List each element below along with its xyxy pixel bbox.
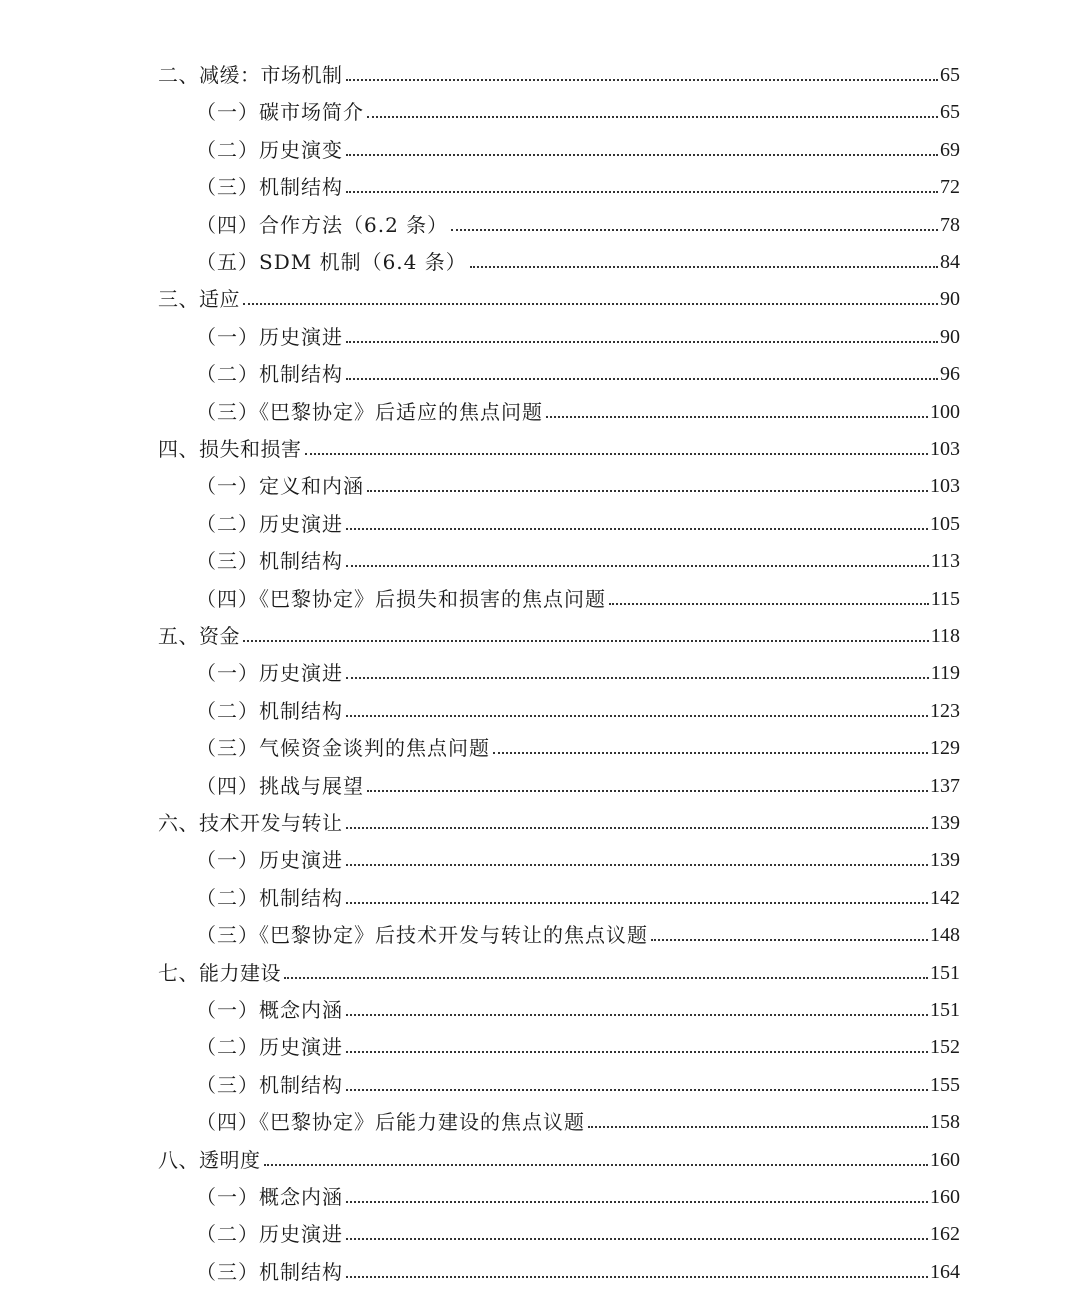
toc-page-number: 90: [940, 325, 960, 348]
toc-dot-leader: [470, 266, 938, 268]
toc-entry-title: （四）《巴黎协定》后损失和损害的焦点问题: [196, 586, 606, 611]
toc-dot-leader: [346, 827, 929, 829]
toc-page-number: 160: [930, 1186, 960, 1208]
toc-subsection-entry: [196, 1067, 960, 1097]
toc-subsection-entry: [196, 207, 960, 237]
toc-page-number: 152: [930, 1036, 960, 1059]
toc-section-entry: [158, 431, 960, 461]
toc-dot-leader: [264, 1164, 929, 1166]
toc-dot-leader: [588, 1126, 928, 1128]
toc-entry-title: （三）机制结构: [196, 549, 343, 574]
toc-subsection-entry: [196, 1216, 960, 1246]
toc-dot-leader: [346, 341, 938, 343]
toc-entry-title: （四）《巴黎协定》后能力建设的焦点议题: [196, 1110, 585, 1135]
toc-page-number: 78: [940, 213, 960, 236]
toc-entry-title: （二）机制结构: [196, 362, 343, 387]
toc-entry-title: 八、透明度: [158, 1147, 261, 1172]
toc-dot-leader: [346, 677, 929, 679]
toc-page-number: 137: [930, 774, 960, 797]
toc-entry-title: 三、适应: [158, 287, 240, 312]
toc-subsection-entry: [196, 394, 960, 424]
toc-page-number: 164: [930, 1260, 960, 1283]
toc-dot-leader: [493, 752, 928, 754]
toc-page-number: 69: [940, 138, 960, 161]
toc-page-number: 160: [930, 1148, 960, 1171]
toc-dot-leader: [367, 790, 928, 792]
toc-subsection-entry: [196, 468, 960, 498]
toc-section-entry: [158, 1142, 960, 1172]
toc-page-number: 158: [930, 1111, 960, 1134]
toc-dot-leader: [346, 715, 928, 717]
toc-subsection-entry: [196, 132, 960, 162]
toc-page-number: 65: [940, 101, 960, 124]
toc-page-number: 65: [940, 64, 960, 86]
toc-entry-title: （一）历史演进: [196, 848, 343, 873]
toc-subsection-entry: [196, 917, 960, 947]
toc-page-number: 84: [940, 251, 960, 273]
toc-dot-leader: [346, 378, 938, 380]
toc-dot-leader: [346, 902, 928, 904]
toc-subsection-entry: [196, 94, 960, 124]
toc-dot-leader: [346, 1051, 928, 1053]
toc-dot-leader: [243, 303, 938, 305]
toc-dot-leader: [451, 229, 938, 231]
toc-subsection-entry: [196, 880, 960, 910]
toc-dot-leader: [284, 977, 928, 979]
toc-entry-title: （五）SDM 机制（6.4 条）: [196, 250, 467, 274]
toc-entry-title: （二）机制结构: [196, 698, 343, 723]
toc-dot-leader: [346, 1089, 928, 1091]
toc-dot-leader: [346, 79, 939, 81]
toc-subsection-entry: [196, 1254, 960, 1284]
toc-page-number: 105: [930, 512, 960, 535]
toc-page-number: 148: [930, 924, 960, 947]
toc-subsection-entry: [196, 730, 960, 760]
toc-subsection-entry: [196, 543, 960, 573]
toc-entry-title: （三）机制结构: [196, 175, 343, 200]
toc-page-number: 113: [930, 550, 960, 573]
toc-dot-leader: [305, 453, 929, 455]
toc-entry-title: （一）碳市场简介: [196, 100, 364, 125]
toc-subsection-entry: [196, 1029, 960, 1059]
toc-entry-title: 二、减缓：市场机制: [158, 63, 343, 87]
toc-entry-title: 七、能力建设: [158, 960, 281, 985]
toc-subsection-entry: [196, 244, 960, 274]
toc-page-number: 142: [930, 886, 960, 909]
toc-dot-leader: [346, 154, 938, 156]
toc-dot-leader: [346, 1238, 928, 1240]
toc-entry-title: 五、资金: [158, 624, 240, 648]
toc-subsection-entry: [196, 1179, 960, 1209]
toc-entry-title: （一）历史演进: [196, 661, 343, 686]
toc-page-number: 100: [930, 400, 960, 423]
toc-page-number: 103: [930, 438, 960, 460]
toc-section-entry: [158, 57, 960, 87]
toc-section-entry: [158, 618, 960, 648]
toc-entry-title: 四、损失和损害: [158, 437, 302, 461]
toc-dot-leader: [346, 1276, 928, 1278]
toc-dot-leader: [609, 603, 929, 605]
toc-entry-title: （三）机制结构: [196, 1072, 343, 1097]
toc-entry-title: （三）《巴黎协定》后适应的焦点问题: [196, 399, 543, 424]
toc-dot-leader: [346, 565, 929, 567]
toc-page-number: 129: [930, 737, 960, 760]
toc-page-number: 151: [930, 999, 960, 1021]
toc-section-entry: [158, 955, 960, 985]
toc-entry-title: （一）概念内涵: [196, 1185, 343, 1209]
toc-subsection-entry: [196, 655, 960, 685]
toc-page-number: 90: [940, 288, 960, 311]
toc-entry-title: （二）机制结构: [196, 885, 343, 910]
toc-page-number: 118: [930, 625, 960, 647]
toc-entry-title: （四）挑战与展望: [196, 773, 364, 798]
toc-entry-title: （二）历史演进: [196, 511, 343, 536]
toc-subsection-entry: [196, 581, 960, 611]
toc-entry-title: （二）历史演变: [196, 137, 343, 162]
toc-entry-title: （二）历史演进: [196, 1035, 343, 1060]
toc-subsection-entry: [196, 356, 960, 386]
toc-page-number: 139: [930, 812, 960, 834]
toc-page-number: 103: [930, 475, 960, 498]
toc-dot-leader: [346, 864, 928, 866]
toc-subsection-entry: [196, 992, 960, 1022]
toc-section-entry: [158, 281, 960, 311]
toc-page-number: 151: [930, 961, 960, 984]
toc-page-number: 123: [930, 699, 960, 722]
toc-dot-leader: [651, 939, 928, 941]
toc-subsection-entry: [196, 169, 960, 199]
toc-subsection-entry: [196, 1104, 960, 1134]
toc-page-number: 96: [940, 363, 960, 386]
toc-entry-title: （二）历史演进: [196, 1222, 343, 1247]
toc-entry-title: （三）气候资金谈判的焦点问题: [196, 736, 490, 761]
toc-entry-title: （四）合作方法（6.2 条）: [196, 212, 449, 237]
toc-page-number: 119: [930, 662, 960, 685]
toc-dot-leader: [346, 1201, 928, 1203]
toc-page-number: 162: [930, 1223, 960, 1246]
toc-page-number: 72: [940, 176, 960, 199]
toc-page-number: 139: [930, 849, 960, 872]
toc-section-entry: [158, 805, 960, 835]
toc-subsection-entry: [196, 319, 960, 349]
toc-entry-title: （一）定义和内涵: [196, 474, 364, 499]
toc-page-number: 155: [930, 1073, 960, 1096]
toc-dot-leader: [546, 416, 928, 418]
toc-dot-leader: [346, 1014, 928, 1016]
toc-entry-title: （三）机制结构: [196, 1259, 343, 1284]
toc-entry-title: （一）概念内涵: [196, 998, 343, 1022]
toc-dot-leader: [346, 191, 938, 193]
toc-entry-title: （一）历史演进: [196, 324, 343, 349]
toc-subsection-entry: [196, 506, 960, 536]
toc-entry-title: （三）《巴黎协定》后技术开发与转让的焦点议题: [196, 923, 648, 948]
toc-subsection-entry: [196, 842, 960, 872]
toc-entry-title: 六、技术开发与转让: [158, 811, 343, 835]
toc-subsection-entry: [196, 693, 960, 723]
toc-subsection-entry: [196, 768, 960, 798]
toc-dot-leader: [367, 116, 938, 118]
toc-page-number: 115: [930, 587, 960, 610]
toc-dot-leader: [367, 490, 928, 492]
toc-dot-leader: [243, 640, 929, 642]
toc-dot-leader: [346, 528, 928, 530]
